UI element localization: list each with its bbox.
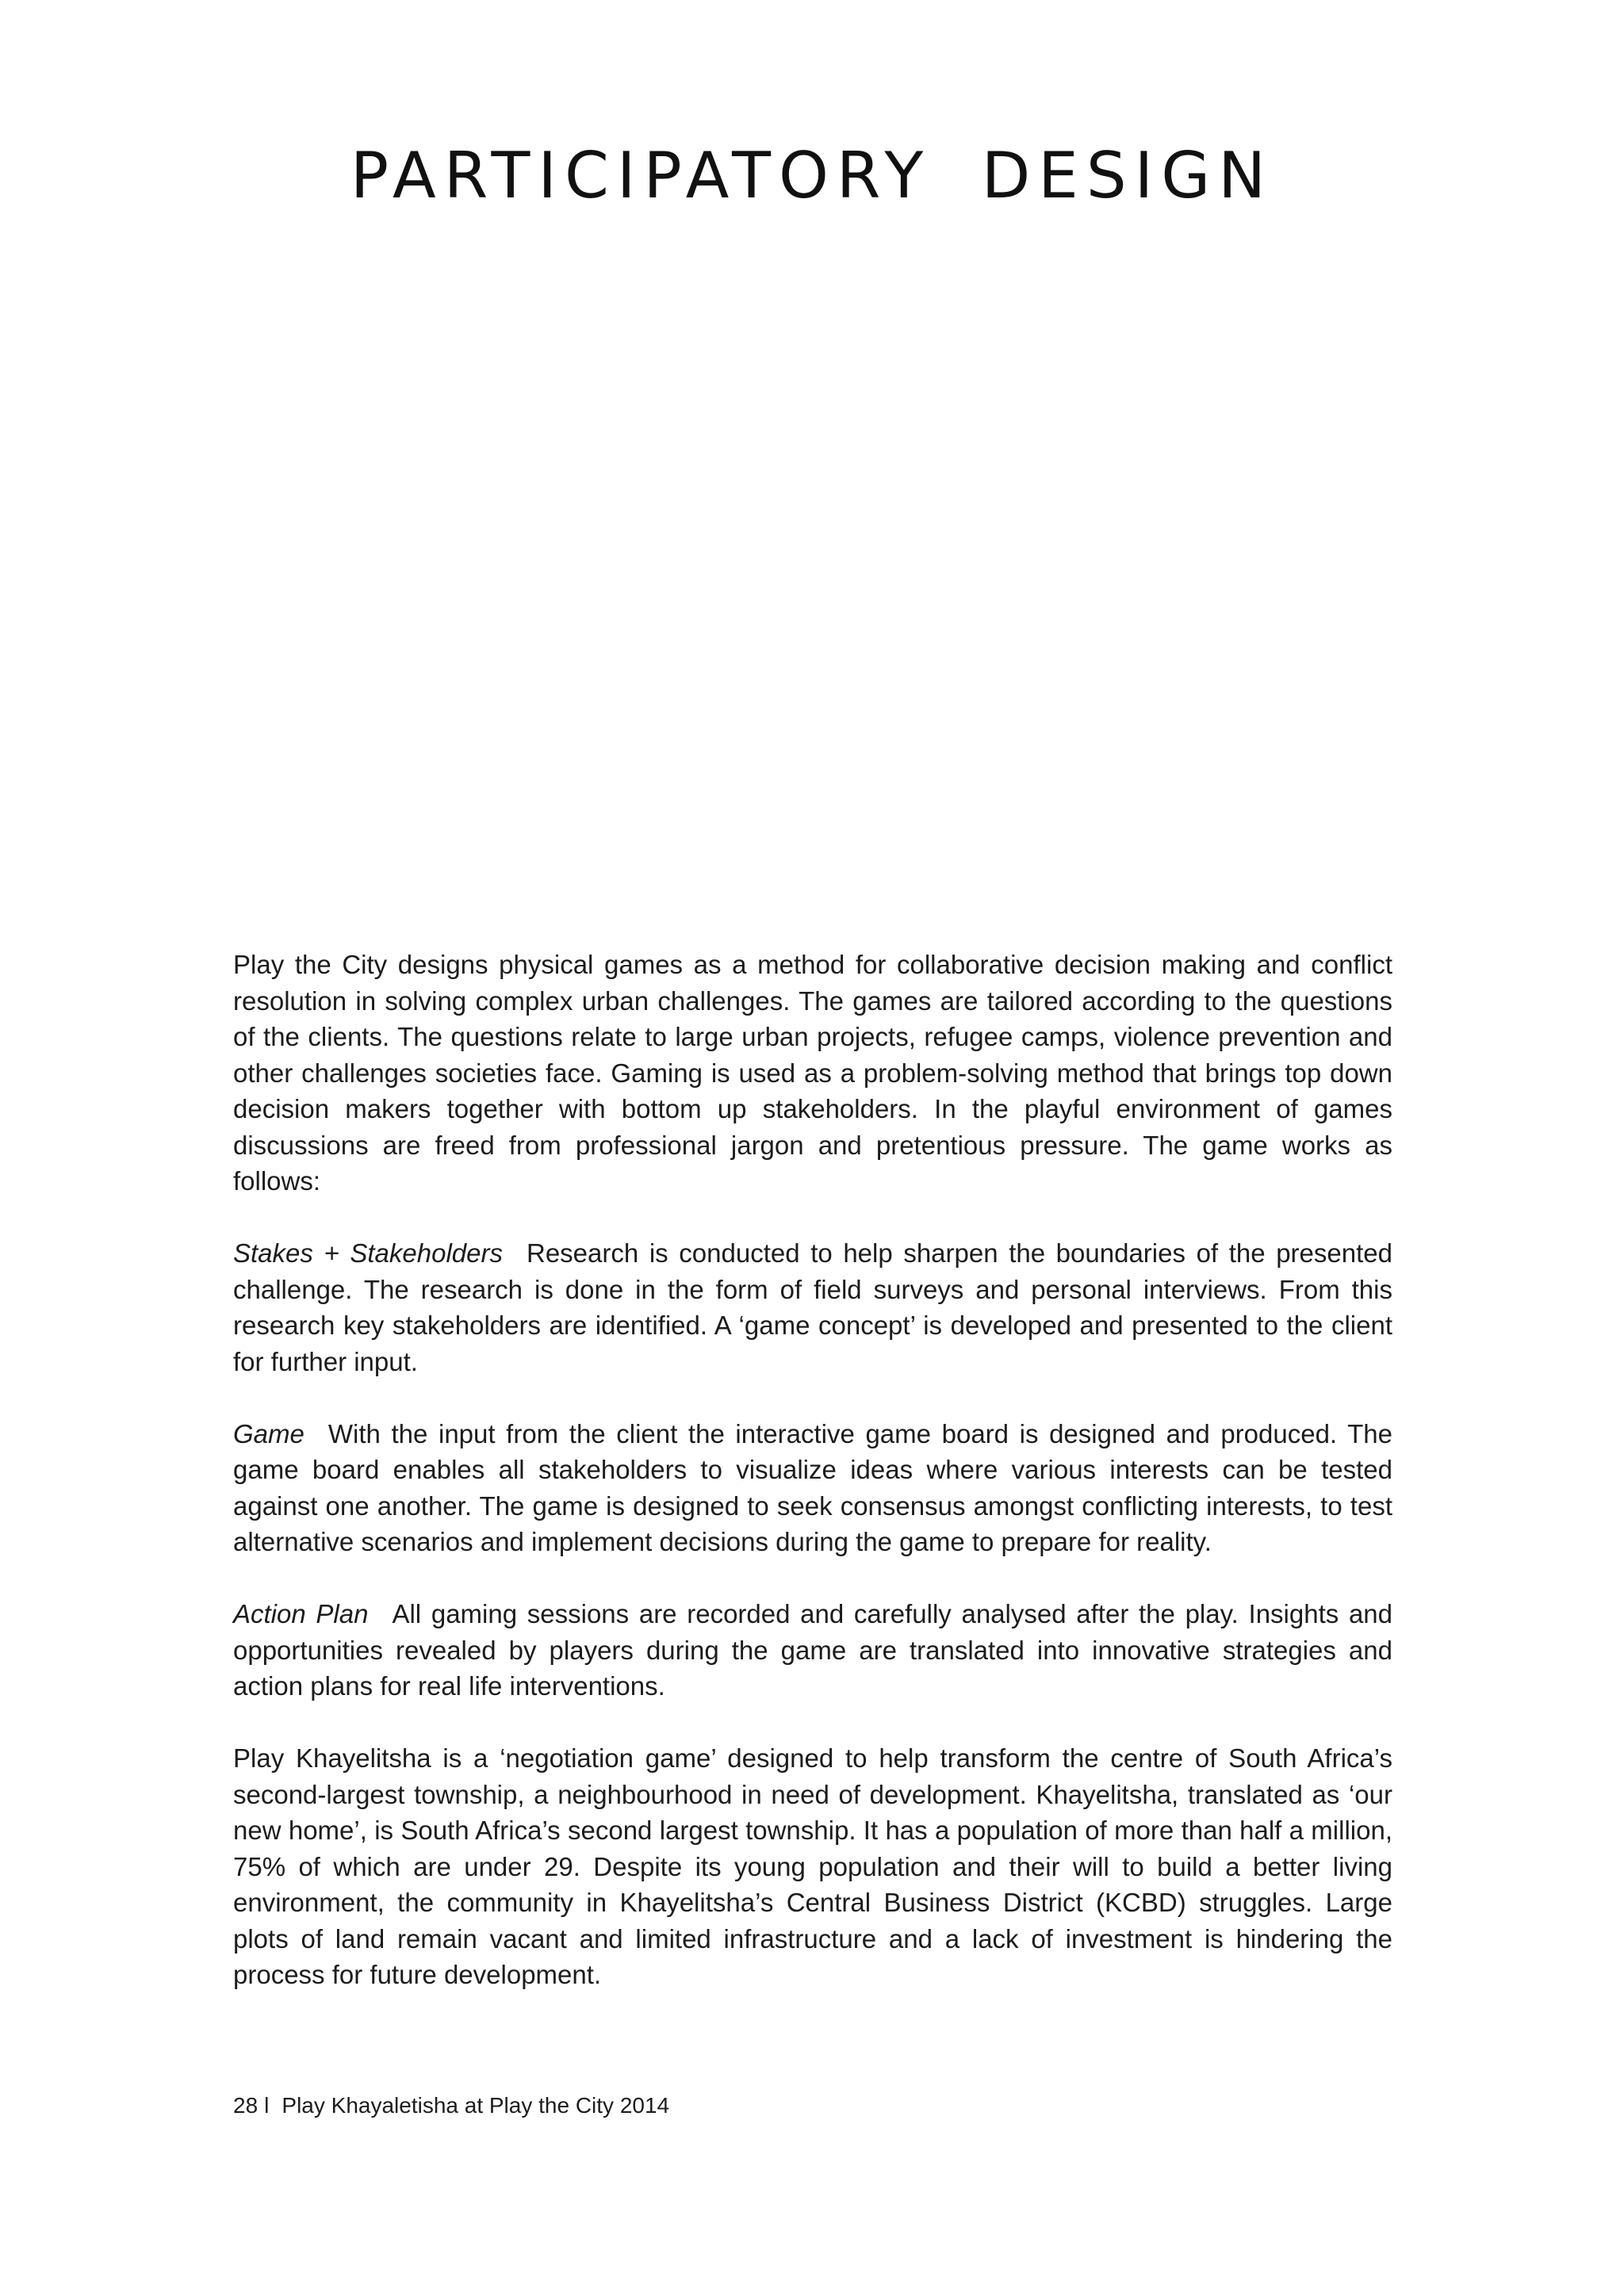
- game-term: Game: [233, 1418, 304, 1448]
- action-plan-paragraph: [233, 1596, 1392, 1705]
- intro-paragraph: Play the City designs physical games as a method for collaborative decision making and conflict resolution in solving complex urban challenges. The games are tailored according to the questions of the clients. The questions relate to large urban projects, refugee camps, violence prevention and other challenges societies face. Gaming is used as a problem-solving method that brings top down decision makers together with bottom up stakeholders. In the playful environment of games discussions are freed from professional jargon and pretentious pressure. The game works as follows:: [233, 950, 1392, 1196]
- stakes-term: Stakes + Stakeholders: [233, 1238, 503, 1268]
- game-text: With the input from the client the interactive game board is designed and produced. The game board enables all stakeholders to visualize ideas where various interests can be tested against one another. The game is designed to seek consensus amongst conflicting interests, to test alternative scenarios and implement decisions during the game to prepare for reality.: [233, 1418, 1392, 1556]
- page-number: 28: [233, 2093, 259, 2118]
- page-footer: [233, 2093, 669, 2118]
- stakes-paragraph: [233, 1235, 1392, 1380]
- footer-caption: Play Khayaletisha at Play the City 2014: [282, 2093, 670, 2118]
- action-plan-text: All gaming sessions are recorded and carefully analysed after the play. Insights and opportunities revealed by players during the game are translated into innovative strategies and action plans for real life interventions.: [233, 1599, 1393, 1701]
- game-paragraph: [233, 1416, 1392, 1560]
- stakes-text: Research is conducted to help sharpen the boundaries of the presented challenge. The research is done in the form of field surveys and personal interviews. From this research key stakeholders are identified. A ‘game concept’ is developed and presented to the client for further input.: [233, 1238, 1392, 1376]
- footer-separator: l: [264, 2093, 270, 2118]
- page-title: PARTICIPATORY DESIGN: [350, 139, 1274, 212]
- khayelitsha-paragraph: Play Khayelitsha is a ‘negotiation game’ designed to help transform the centre of South Africa’s second-largest township, a neighbourhood in need of development. Khayelitsha, translated as ‘our new home’, is South Africa’s second largest township. It has a population of more than half a million, 75% of which are under 29. Despite its young population and their will to build a better living environment, the community in Khayelitsha’s Central Business District (KCBD) struggles. Large plots of land remain vacant and limited infrastructure and a lack of investment is hindering the process for future development.: [233, 1743, 1392, 1989]
- action-plan-term: Action Plan: [233, 1599, 369, 1628]
- body-text: [233, 947, 1392, 1993]
